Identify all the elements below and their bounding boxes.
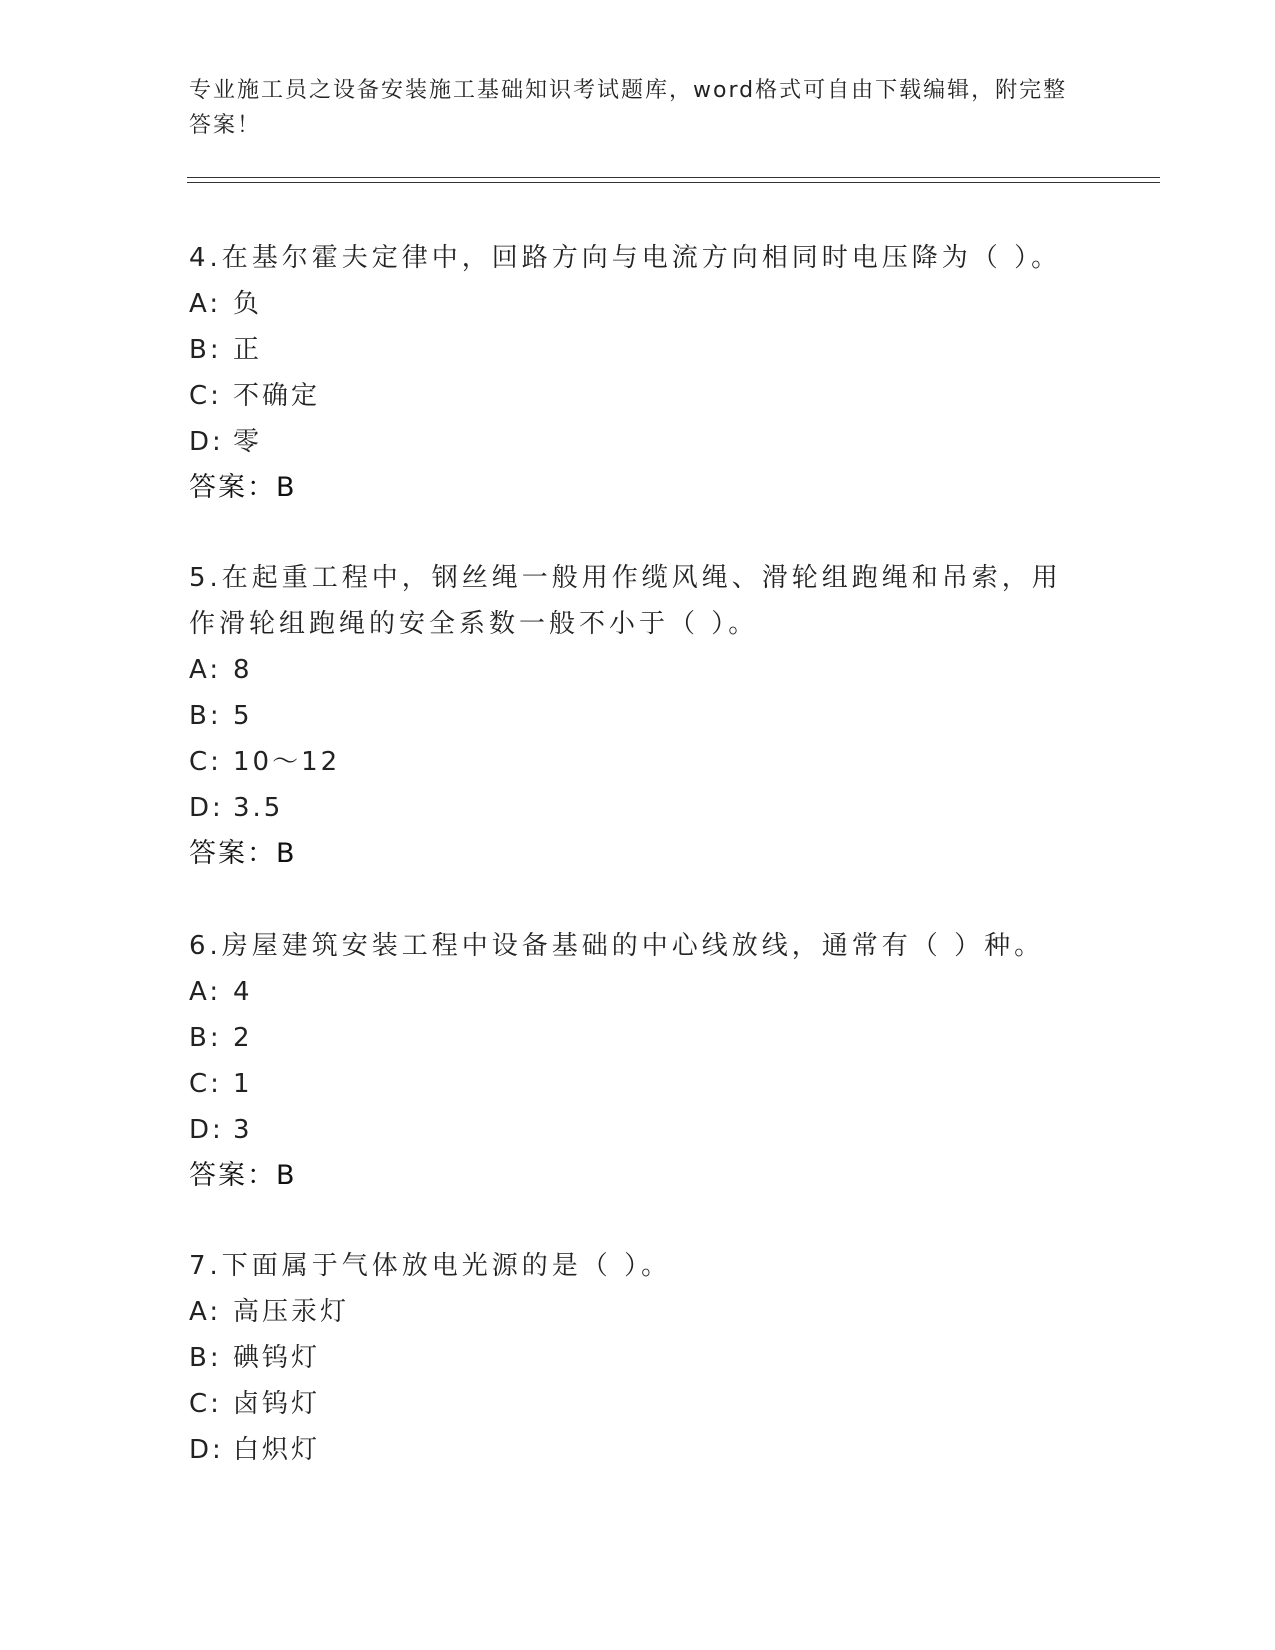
- header-divider-top: [187, 177, 1160, 178]
- option-d: [189, 1107, 1089, 1153]
- question-stem: 4.在基尔霍夫定律中，回路方向与电流方向相同时电压降为（ ）。: [189, 243, 1062, 273]
- question-stem: 7.下面属于气体放电光源的是（ ）。: [189, 1251, 672, 1281]
- option-a: [189, 647, 1089, 693]
- document-header: 专业施工员之设备安装施工基础知识考试题库，word格式可自由下载编辑，附完整答案！: [189, 78, 1068, 138]
- option-c: [189, 739, 1089, 785]
- option-c: [189, 1381, 1089, 1427]
- option-letter: A:: [189, 977, 222, 1007]
- option-text: 白炽灯: [233, 1435, 321, 1465]
- option-text: 10～12: [233, 747, 341, 777]
- header-divider-bottom: [187, 182, 1160, 183]
- option-letter: B:: [189, 1023, 222, 1053]
- question-5: [189, 555, 1089, 877]
- option-text: 不确定: [233, 381, 321, 411]
- option-c: [189, 373, 1089, 419]
- option-letter: D:: [189, 1115, 224, 1145]
- question-stem: 5.在起重工程中，钢丝绳一般用作缆风绳、滑轮组跑绳和吊索，用作滑轮组跑绳的安全系数一般不小于（ ）。: [189, 563, 1062, 639]
- option-letter: B:: [189, 701, 222, 731]
- option-letter: B:: [189, 335, 222, 365]
- option-text: 3: [233, 1115, 253, 1145]
- option-b: [189, 693, 1089, 739]
- question-7: [189, 1243, 1089, 1473]
- option-letter: A:: [189, 1297, 222, 1327]
- option-text: 高压汞灯: [233, 1297, 350, 1327]
- option-c: [189, 1061, 1089, 1107]
- option-text: 负: [233, 289, 263, 319]
- option-a: [189, 1289, 1089, 1335]
- option-b: [189, 1015, 1089, 1061]
- option-d: [189, 419, 1089, 465]
- option-text: 4: [233, 977, 253, 1007]
- option-text: 1: [233, 1069, 253, 1099]
- option-letter: C:: [189, 1069, 222, 1099]
- option-letter: D:: [189, 793, 224, 823]
- option-letter: A:: [189, 289, 222, 319]
- option-b: [189, 327, 1089, 373]
- option-d: [189, 1427, 1089, 1473]
- option-d: [189, 785, 1089, 831]
- option-a: [189, 281, 1089, 327]
- answer-label: 答案：B: [189, 1160, 297, 1191]
- option-letter: D:: [189, 1435, 224, 1465]
- answer-label: 答案：B: [189, 472, 297, 503]
- option-text: 3.5: [233, 793, 284, 823]
- option-letter: C:: [189, 381, 222, 411]
- option-text: 正: [233, 335, 263, 365]
- question-6: [189, 923, 1089, 1199]
- option-a: [189, 969, 1089, 1015]
- option-letter: A:: [189, 655, 222, 685]
- option-letter: C:: [189, 747, 222, 777]
- option-letter: B:: [189, 1343, 222, 1373]
- question-4: [189, 235, 1089, 511]
- option-b: [189, 1335, 1089, 1381]
- option-letter: C:: [189, 1389, 222, 1419]
- option-text: 8: [233, 655, 253, 685]
- option-text: 卤钨灯: [233, 1389, 321, 1419]
- question-stem: 6.房屋建筑安装工程中设备基础的中心线放线，通常有（ ）种。: [189, 931, 1045, 961]
- option-letter: D:: [189, 427, 224, 457]
- option-text: 碘钨灯: [233, 1343, 321, 1373]
- option-text: 零: [233, 427, 263, 457]
- option-text: 5: [233, 701, 253, 731]
- answer-label: 答案：B: [189, 838, 297, 869]
- option-text: 2: [233, 1023, 253, 1053]
